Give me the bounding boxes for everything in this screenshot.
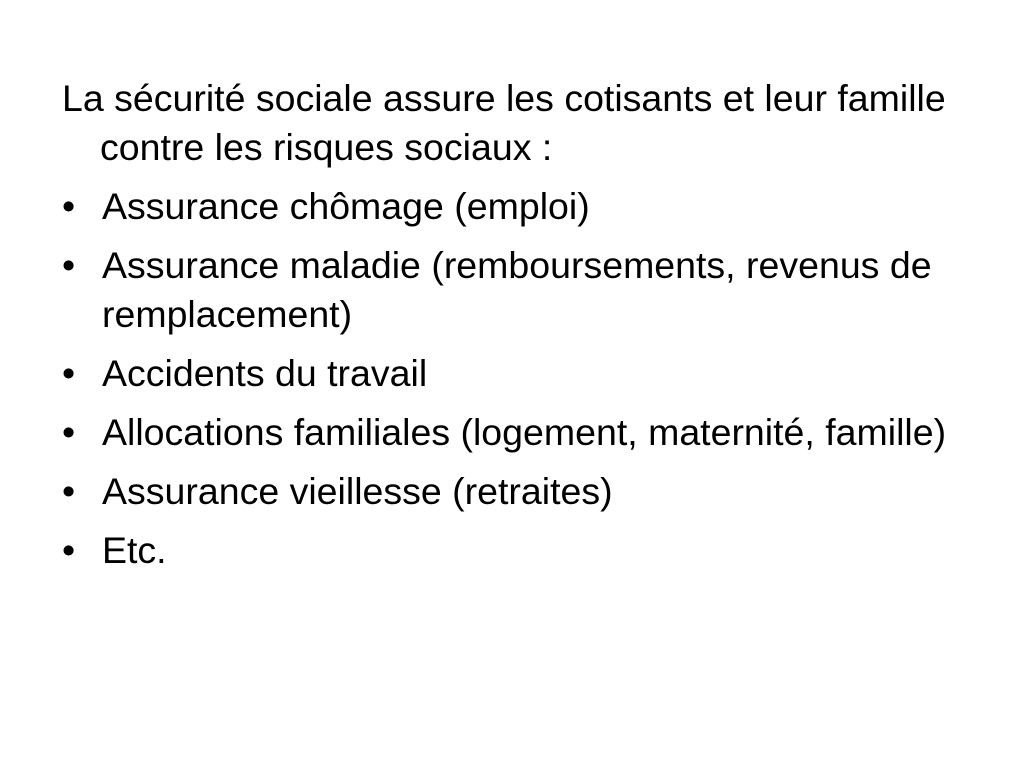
list-item-text: Accidents du travail bbox=[102, 352, 428, 394]
bullet-icon: • bbox=[62, 529, 76, 571]
intro-paragraph: La sécurité sociale assure les cotisants et leur famille contre les risques sociaux : bbox=[62, 77, 946, 168]
bullet-icon: • bbox=[62, 470, 76, 512]
list-item-text: Allocations familiales (logement, maternité, famille) bbox=[102, 411, 947, 453]
list-item-text: Etc. bbox=[102, 529, 167, 571]
list-item bbox=[62, 241, 962, 339]
slide-body bbox=[62, 74, 962, 585]
list-item bbox=[62, 526, 962, 575]
bullet-icon: • bbox=[62, 185, 76, 227]
list-item bbox=[62, 467, 962, 516]
list-item-text: Assurance chômage (emploi) bbox=[102, 185, 590, 227]
bullet-icon: • bbox=[62, 244, 76, 286]
bullet-icon: • bbox=[62, 352, 76, 394]
list-item-text: Assurance vieillesse (retraites) bbox=[102, 470, 613, 512]
list-item bbox=[62, 349, 962, 398]
bullet-icon: • bbox=[62, 411, 76, 453]
list-item bbox=[62, 408, 962, 457]
bullet-list bbox=[62, 182, 962, 575]
list-item-text: Assurance maladie (remboursements, revenus de remplacement) bbox=[102, 244, 932, 335]
list-item bbox=[62, 182, 962, 231]
